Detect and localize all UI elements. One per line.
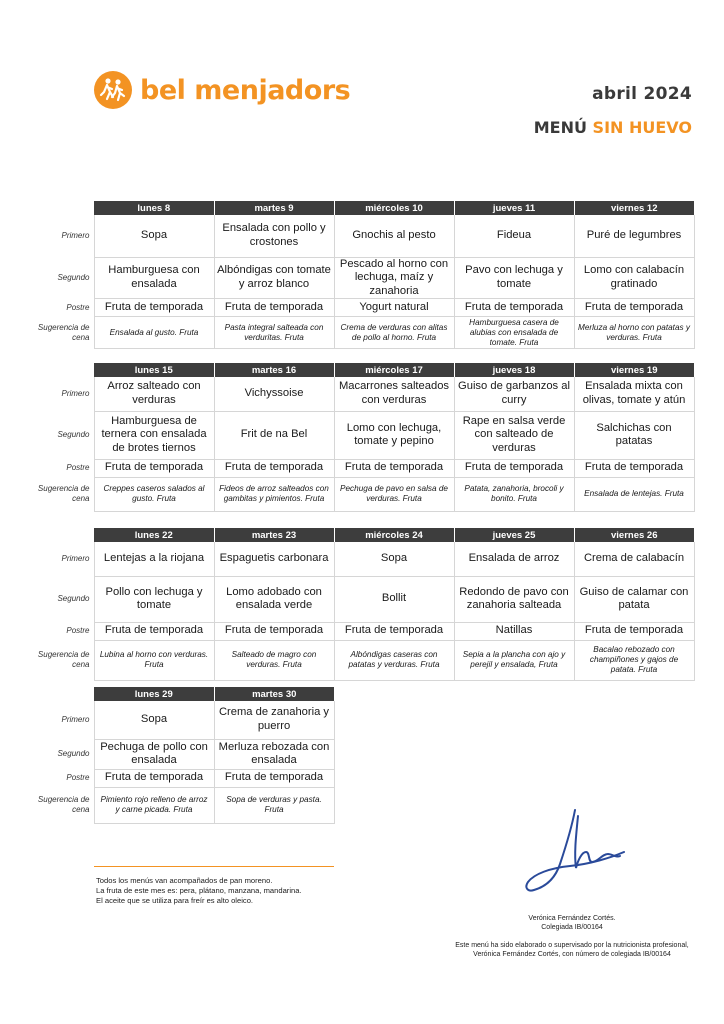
dish-primero: Puré de legumbres [574, 215, 694, 257]
dinner-suggestion: Ensalada de lentejas. Fruta [574, 477, 694, 511]
signature-image [520, 806, 630, 896]
dish-primero: Crema de zanahoria y puerro [214, 701, 334, 739]
dish-postre: Fruta de temporada [214, 299, 334, 317]
dinner-suggestion: Pimiento rojo relleno de arroz y carne picada. Fruta [94, 787, 214, 823]
row-label-postre: Postre [66, 302, 90, 312]
dish-segundo: Pollo con lechuga y tomate [94, 576, 214, 622]
row-label-primero: Primero [61, 715, 90, 724]
row-label-postre: Postre [66, 626, 90, 635]
dish-primero: Espaguetis carbonara [214, 542, 334, 576]
row-label-sugerencia: Sugerencia de cena [37, 322, 90, 342]
brand-name: bel menjadors [140, 74, 351, 106]
dish-primero: Guiso de garbanzos al curry [454, 377, 574, 411]
dish-postre: Fruta de temporada [94, 622, 214, 640]
dinner-suggestion: Fideos de arroz salteados con gambitas y pimientos. Fruta [214, 477, 334, 511]
dish-postre: Fruta de temporada [94, 459, 214, 477]
day-header: lunes 22 [94, 528, 214, 542]
day-header: viernes 26 [574, 528, 694, 542]
dinner-suggestion: Sopa de verduras y pasta. Fruta [214, 787, 334, 823]
dish-postre: Natillas [454, 622, 574, 640]
dish-primero: Ensalada mixta con olivas, tomate y atún [574, 377, 694, 411]
dish-primero: Arroz salteado con verduras [94, 377, 214, 411]
signer-statement: Este menú ha sido elaborado o supervisado por la nutricionista profesional, [455, 942, 689, 949]
row-label-sugerencia: Sugerencia de cena [37, 650, 90, 669]
dish-postre: Yogurt natural [334, 299, 454, 317]
dish-segundo: Pavo con lechuga y tomate [454, 257, 574, 299]
dish-postre: Fruta de temporada [214, 622, 334, 640]
dish-primero: Crema de calabacín [574, 542, 694, 576]
day-header: lunes 8 [94, 201, 214, 215]
row-label-segundo: Segundo [57, 430, 90, 439]
day-header: martes 30 [214, 687, 334, 701]
dish-segundo: Pechuga de pollo con ensalada [94, 739, 214, 769]
row-label-segundo: Segundo [57, 749, 90, 758]
dish-postre: Fruta de temporada [214, 459, 334, 477]
week-3-table [32, 528, 695, 681]
dish-segundo: Merluza rebozada con ensalada [214, 739, 334, 769]
dish-postre: Fruta de temporada [214, 769, 334, 787]
dish-primero: Sopa [94, 701, 214, 739]
row-label-primero: Primero [61, 389, 90, 398]
dinner-suggestion: Hamburguesa casera de alubias con ensalada de tomate. Fruta [454, 317, 574, 349]
dish-postre: Fruta de temporada [334, 459, 454, 477]
dinner-suggestion: Merluza al horno con patatas y verduras. Fruta [574, 317, 694, 349]
signer-colegiada: Colegiada IB/00164 [541, 924, 603, 931]
dish-postre: Fruta de temporada [454, 299, 574, 317]
dish-segundo: Lomo adobado con ensalada verde [214, 576, 334, 622]
row-label-postre: Postre [66, 773, 90, 782]
dish-segundo: Hamburguesa de ternera con ensalada de brotes tiernos [94, 411, 214, 459]
dish-segundo: Albóndigas con tomate y arroz blanco [214, 257, 334, 299]
dinner-suggestion: Lubina al horno con verduras. Fruta [94, 640, 214, 680]
row-label-sugerencia: Sugerencia de cena [37, 795, 90, 814]
dinner-suggestion: Patata, zanahoria, brocoli y bonito. Fruta [454, 477, 574, 511]
dish-postre: Fruta de temporada [574, 459, 694, 477]
dish-primero: Sopa [94, 215, 214, 257]
dish-postre: Fruta de temporada [574, 299, 694, 317]
dish-primero: Macarrones salteados con verduras [334, 377, 454, 411]
dish-segundo: Guiso de calamar con patata [574, 576, 694, 622]
dinner-suggestion: Sepia a la plancha con ajo y perejil y ensalada, Fruta [454, 640, 574, 680]
day-header: jueves 11 [454, 201, 574, 215]
dish-primero: Ensalada con pollo y crostones [214, 215, 334, 257]
dish-segundo: Pescado al horno con lechuga, maíz y zanahoria [334, 257, 454, 299]
dish-primero: Lentejas a la riojana [94, 542, 214, 576]
signer-statement: Verónica Fernández Cortés, con número de colegiada IB/00164 [473, 951, 671, 958]
dish-primero: Vichyssoise [214, 377, 334, 411]
week-4-table [32, 687, 335, 824]
month-label: abril 2024 [592, 84, 692, 104]
dish-segundo: Rape en salsa verde con salteado de verduras [454, 411, 574, 459]
dish-primero: Ensalada de arroz [454, 542, 574, 576]
day-header: martes 23 [214, 528, 334, 542]
dinner-suggestion: Bacalao rebozado con champiñones y gajos de patata. Fruta [574, 640, 694, 680]
footer-notes [96, 876, 302, 907]
dish-segundo: Frit de na Bel [214, 411, 334, 459]
dish-primero: Fideua [454, 215, 574, 257]
dish-postre: Fruta de temporada [454, 459, 574, 477]
dinner-suggestion: Salteado de magro con verduras. Fruta [214, 640, 334, 680]
dinner-suggestion: Pechuga de pavo en salsa de verduras. Fruta [334, 477, 454, 511]
signer-name: Verónica Fernández Cortés. [528, 915, 616, 922]
menu-title-accent: SIN HUEVO [592, 118, 692, 137]
menu-title-main: MENÚ [533, 118, 587, 137]
day-header: lunes 29 [94, 687, 214, 701]
running-kids-icon [94, 71, 132, 109]
dish-segundo: Bollit [334, 576, 454, 622]
day-header: lunes 15 [94, 363, 214, 377]
notes-divider [94, 866, 334, 867]
day-header: viernes 19 [574, 363, 694, 377]
dinner-suggestion: Pasta integral salteada con verduritas. Fruta [214, 317, 334, 349]
dish-postre: Fruta de temporada [334, 622, 454, 640]
dish-segundo: Lomo con lechuga, tomate y pepino [334, 411, 454, 459]
dish-segundo: Redondo de pavo con zanahoria salteada [454, 576, 574, 622]
row-label-segundo: Segundo [57, 272, 90, 282]
dinner-suggestion: Crema de verduras con alitas de pollo al horno. Fruta [334, 317, 454, 349]
note-oil: El aceite que se utiliza para freír es alto oleico. [96, 896, 254, 906]
dish-segundo: Hamburguesa con ensalada [94, 257, 214, 299]
dish-postre: Fruta de temporada [574, 622, 694, 640]
signature-block [450, 914, 694, 959]
dinner-suggestion: Creppes caseros salados al gusto. Fruta [94, 477, 214, 511]
row-label-sugerencia: Sugerencia de cena [37, 484, 90, 503]
dish-postre: Fruta de temporada [94, 299, 214, 317]
day-header: miércoles 17 [334, 363, 454, 377]
note-fruit: La fruta de este mes es: pera, plátano, manzana, mandarina. [96, 886, 302, 896]
row-label-postre: Postre [66, 463, 90, 472]
day-header: jueves 25 [454, 528, 574, 542]
dinner-suggestion: Ensalada al gusto. Fruta [94, 317, 214, 349]
week-1-table [32, 201, 695, 349]
menu-title [534, 118, 692, 137]
day-header: miércoles 10 [334, 201, 454, 215]
day-header: miércoles 24 [334, 528, 454, 542]
dinner-suggestion: Albóndigas caseras con patatas y verduras. Fruta [334, 640, 454, 680]
day-header: martes 9 [214, 201, 334, 215]
dish-postre: Fruta de temporada [94, 769, 214, 787]
day-header: viernes 12 [574, 201, 694, 215]
day-header: martes 16 [214, 363, 334, 377]
week-2-table [32, 363, 695, 512]
dish-segundo: Lomo con calabacín gratinado [574, 257, 694, 299]
dish-segundo: Salchichas con patatas [574, 411, 694, 459]
row-label-segundo: Segundo [57, 594, 90, 603]
dish-primero: Sopa [334, 542, 454, 576]
dish-primero: Gnochis al pesto [334, 215, 454, 257]
brand-logo [94, 70, 350, 110]
day-header: jueves 18 [454, 363, 574, 377]
row-label-primero: Primero [61, 554, 90, 563]
note-bread: Todos los menús van acompañados de pan moreno. [96, 876, 273, 885]
row-label-primero: Primero [61, 231, 90, 240]
